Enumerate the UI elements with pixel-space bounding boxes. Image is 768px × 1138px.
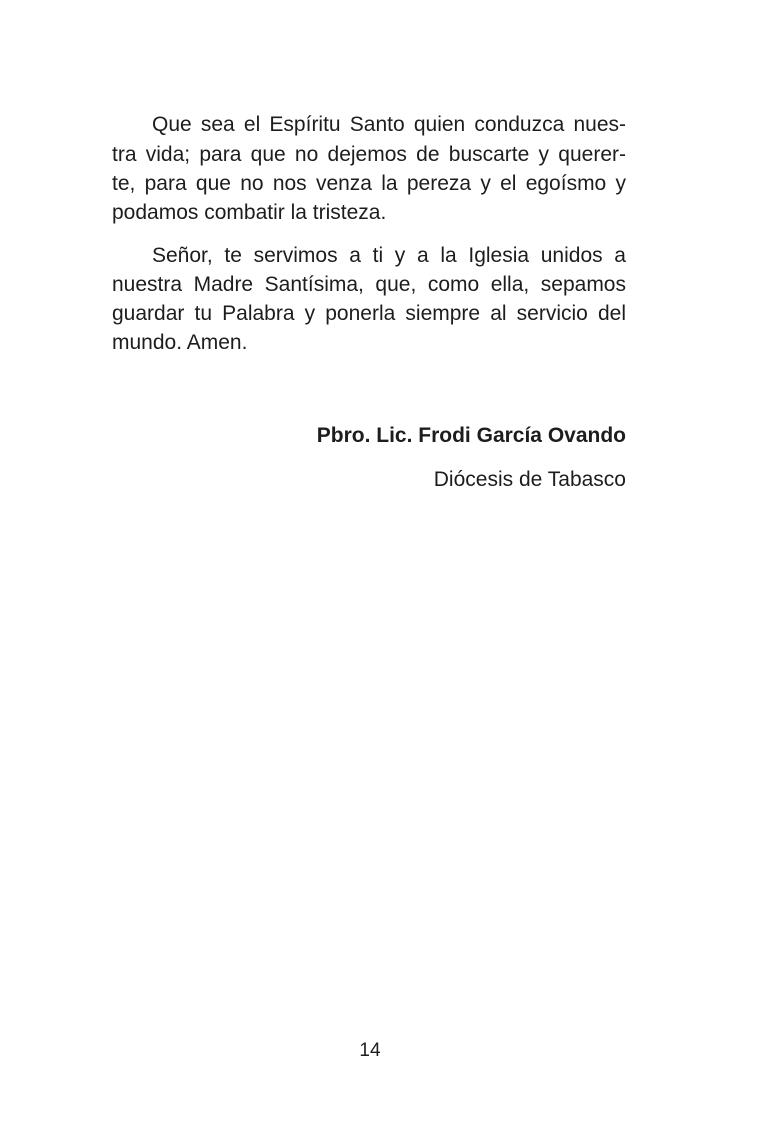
text-line: tra vida; para que no dejemos de buscarte y querer- xyxy=(112,143,626,166)
text-line: nuestra Madre Santísima, que, como ella, sepamos xyxy=(112,273,626,296)
text-line: Señor, te servimos a ti y a la Iglesia unidos a xyxy=(152,244,626,267)
text-line: mundo. Amen. xyxy=(112,331,248,354)
text-line: podamos combatir la tristeza. xyxy=(112,201,387,224)
signature-affiliation: Diócesis de Tabasco xyxy=(433,468,626,491)
signature-name: Pbro. Lic. Frodi García Ovando xyxy=(316,424,626,447)
text-line: Que sea el Espíritu Santo quien conduzca nues- xyxy=(152,113,626,136)
page-number: 14 xyxy=(359,1040,381,1061)
text-line: te, para que no nos venza la pereza y el egoísmo y xyxy=(112,172,626,195)
text-line: guardar tu Palabra y ponerla siempre al servicio del xyxy=(112,302,626,325)
